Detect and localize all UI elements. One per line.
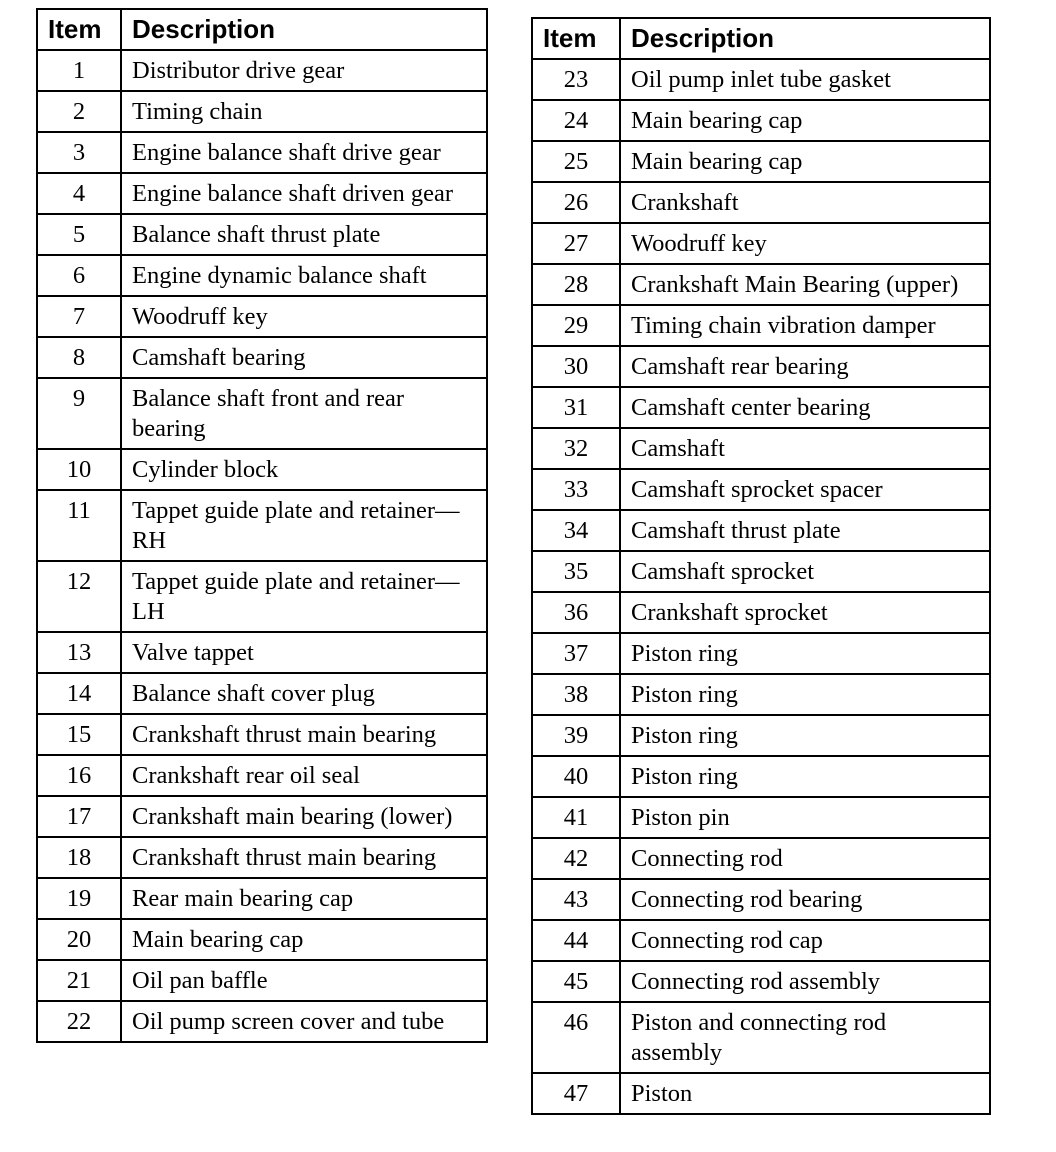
item-description: Distributor drive gear <box>121 50 487 91</box>
item-description: Engine balance shaft driven gear <box>121 173 487 214</box>
table-row <box>532 920 990 961</box>
table-row <box>532 961 990 1002</box>
item-description: Timing chain vibration damper <box>620 305 990 346</box>
table-row <box>37 1001 487 1042</box>
table-row <box>37 837 487 878</box>
table-row <box>37 490 487 561</box>
parts-list-right <box>532 59 990 1114</box>
table-row <box>532 59 990 100</box>
item-number: 30 <box>532 346 620 387</box>
item-number: 9 <box>37 378 121 449</box>
table-row <box>532 797 990 838</box>
table-row <box>532 1002 990 1073</box>
item-number: 38 <box>532 674 620 715</box>
table-row <box>37 919 487 960</box>
item-description: Crankshaft <box>620 182 990 223</box>
item-number: 31 <box>532 387 620 428</box>
item-number: 28 <box>532 264 620 305</box>
table-row <box>532 387 990 428</box>
table-row <box>37 337 487 378</box>
table-row <box>37 132 487 173</box>
table-row <box>532 100 990 141</box>
item-number: 25 <box>532 141 620 182</box>
item-description: Camshaft <box>620 428 990 469</box>
item-number: 24 <box>532 100 620 141</box>
item-number: 34 <box>532 510 620 551</box>
table-row <box>37 878 487 919</box>
table-row <box>532 428 990 469</box>
parts-table-right <box>531 17 991 1115</box>
item-description: Piston ring <box>620 633 990 674</box>
item-number: 15 <box>37 714 121 755</box>
item-number: 18 <box>37 837 121 878</box>
item-description: Crankshaft rear oil seal <box>121 755 487 796</box>
parts-list-left <box>37 50 487 1042</box>
item-number: 13 <box>37 632 121 673</box>
table-row <box>37 714 487 755</box>
table-row <box>37 632 487 673</box>
item-number: 16 <box>37 755 121 796</box>
item-number: 29 <box>532 305 620 346</box>
item-number: 40 <box>532 756 620 797</box>
item-number: 2 <box>37 91 121 132</box>
item-description: Piston ring <box>620 715 990 756</box>
item-description: Main bearing cap <box>620 141 990 182</box>
item-column-header: Item <box>37 9 121 50</box>
table-row <box>532 1073 990 1114</box>
table-row <box>532 715 990 756</box>
item-description: Main bearing cap <box>620 100 990 141</box>
table-row <box>37 50 487 91</box>
parts-table-left <box>36 8 488 1043</box>
item-description: Connecting rod <box>620 838 990 879</box>
item-number: 14 <box>37 673 121 714</box>
item-number: 6 <box>37 255 121 296</box>
item-description: Oil pump inlet tube gasket <box>620 59 990 100</box>
table-row <box>532 182 990 223</box>
item-number: 46 <box>532 1002 620 1073</box>
table-row <box>532 756 990 797</box>
item-column-header: Item <box>532 18 620 59</box>
table-row <box>532 674 990 715</box>
item-number: 3 <box>37 132 121 173</box>
item-description: Rear main bearing cap <box>121 878 487 919</box>
item-description: Connecting rod bearing <box>620 879 990 920</box>
item-description: Crankshaft Main Bearing (upper) <box>620 264 990 305</box>
table-row <box>532 223 990 264</box>
item-number: 7 <box>37 296 121 337</box>
item-number: 20 <box>37 919 121 960</box>
item-description: Tappet guide plate and retainer—RH <box>121 490 487 561</box>
table-row <box>532 838 990 879</box>
item-description: Valve tappet <box>121 632 487 673</box>
table-row <box>37 796 487 837</box>
table-row <box>37 296 487 337</box>
item-number: 10 <box>37 449 121 490</box>
item-number: 44 <box>532 920 620 961</box>
item-number: 17 <box>37 796 121 837</box>
item-number: 19 <box>37 878 121 919</box>
table-row <box>37 449 487 490</box>
item-description: Crankshaft thrust main bearing <box>121 837 487 878</box>
item-description: Crankshaft sprocket <box>620 592 990 633</box>
item-number: 21 <box>37 960 121 1001</box>
table-row <box>532 264 990 305</box>
item-description: Balance shaft cover plug <box>121 673 487 714</box>
item-description: Piston ring <box>620 756 990 797</box>
item-number: 45 <box>532 961 620 1002</box>
table-row <box>37 214 487 255</box>
item-description: Balance shaft front and rear bearing <box>121 378 487 449</box>
item-description: Engine dynamic balance shaft <box>121 255 487 296</box>
table-row <box>37 673 487 714</box>
item-description: Cylinder block <box>121 449 487 490</box>
header-row <box>532 18 990 59</box>
table-row <box>532 633 990 674</box>
description-column-header: Description <box>121 9 487 50</box>
item-description: Tappet guide plate and retainer—LH <box>121 561 487 632</box>
header-row <box>37 9 487 50</box>
item-description: Camshaft bearing <box>121 337 487 378</box>
item-number: 33 <box>532 469 620 510</box>
item-number: 1 <box>37 50 121 91</box>
table-row <box>37 173 487 214</box>
item-description: Camshaft sprocket spacer <box>620 469 990 510</box>
item-description: Main bearing cap <box>121 919 487 960</box>
item-description: Piston <box>620 1073 990 1114</box>
item-description: Piston pin <box>620 797 990 838</box>
item-number: 43 <box>532 879 620 920</box>
table-row <box>532 469 990 510</box>
item-number: 26 <box>532 182 620 223</box>
table-row <box>532 305 990 346</box>
table-row <box>37 755 487 796</box>
item-description: Woodruff key <box>121 296 487 337</box>
item-description: Woodruff key <box>620 223 990 264</box>
table-row <box>532 346 990 387</box>
table-row <box>37 960 487 1001</box>
item-number: 23 <box>532 59 620 100</box>
item-number: 47 <box>532 1073 620 1114</box>
table-row <box>532 510 990 551</box>
table-row <box>37 378 487 449</box>
item-number: 8 <box>37 337 121 378</box>
item-number: 22 <box>37 1001 121 1042</box>
item-description: Crankshaft main bearing (lower) <box>121 796 487 837</box>
item-number: 5 <box>37 214 121 255</box>
item-number: 11 <box>37 490 121 561</box>
item-number: 32 <box>532 428 620 469</box>
table-row <box>532 592 990 633</box>
item-description: Timing chain <box>121 91 487 132</box>
item-number: 36 <box>532 592 620 633</box>
item-description: Engine balance shaft drive gear <box>121 132 487 173</box>
item-number: 4 <box>37 173 121 214</box>
item-number: 41 <box>532 797 620 838</box>
item-number: 35 <box>532 551 620 592</box>
item-description: Connecting rod cap <box>620 920 990 961</box>
item-description: Camshaft sprocket <box>620 551 990 592</box>
item-description: Piston and connecting rod assembly <box>620 1002 990 1073</box>
item-description: Piston ring <box>620 674 990 715</box>
table-row <box>532 551 990 592</box>
item-description: Balance shaft thrust plate <box>121 214 487 255</box>
table-row <box>532 879 990 920</box>
item-description: Camshaft thrust plate <box>620 510 990 551</box>
item-number: 42 <box>532 838 620 879</box>
table-row <box>37 255 487 296</box>
table-row <box>37 561 487 632</box>
table-row <box>532 141 990 182</box>
item-description: Oil pan baffle <box>121 960 487 1001</box>
item-description: Crankshaft thrust main bearing <box>121 714 487 755</box>
item-number: 39 <box>532 715 620 756</box>
item-description: Camshaft rear bearing <box>620 346 990 387</box>
description-column-header: Description <box>620 18 990 59</box>
table-row <box>37 91 487 132</box>
item-description: Oil pump screen cover and tube <box>121 1001 487 1042</box>
item-number: 12 <box>37 561 121 632</box>
item-description: Connecting rod assembly <box>620 961 990 1002</box>
item-number: 37 <box>532 633 620 674</box>
item-number: 27 <box>532 223 620 264</box>
item-description: Camshaft center bearing <box>620 387 990 428</box>
